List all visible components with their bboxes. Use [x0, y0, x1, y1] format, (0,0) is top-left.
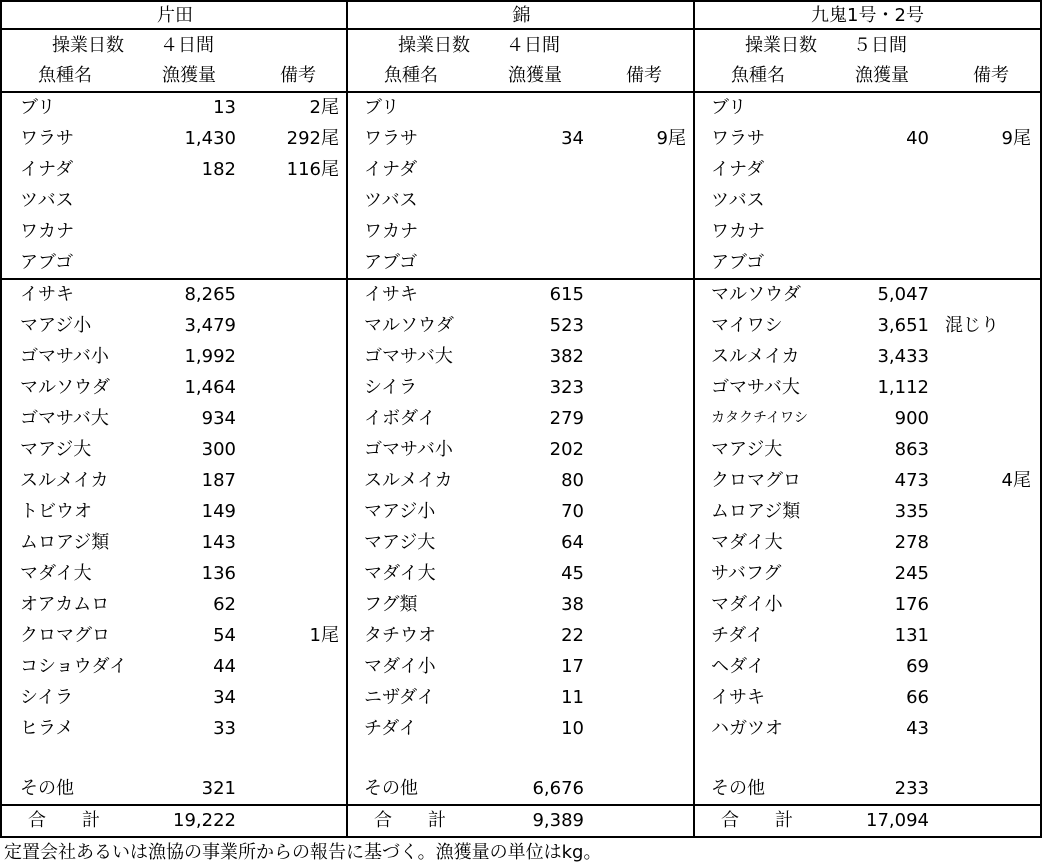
species-name: シイラ: [20, 687, 74, 708]
species-name: スルメイカ: [711, 346, 800, 367]
species-row: [2, 372, 348, 403]
column-header-row: [348, 60, 695, 91]
species-row: [348, 620, 695, 651]
species-row: [2, 682, 348, 713]
species-row: [695, 620, 1040, 651]
catch-amount: 54: [213, 625, 236, 646]
catch-amount: 149: [201, 501, 236, 522]
total-amount: 19,222: [173, 810, 236, 831]
species-row: [2, 558, 348, 589]
species-name: サバフグ: [711, 563, 782, 584]
species-name: イサキ: [364, 284, 418, 305]
catch-amount: 34: [213, 687, 236, 708]
catch-amount: 473: [894, 470, 929, 491]
species-row: [2, 310, 348, 341]
species-name: シイラ: [364, 377, 418, 398]
catch-amount: 323: [549, 377, 584, 398]
species-name: ツバス: [20, 190, 74, 211]
species-name: イボダイ: [364, 408, 436, 429]
species-row: [348, 527, 695, 558]
species-row: [348, 558, 695, 589]
catch-amount: 66: [906, 687, 929, 708]
species-name: ニザダイ: [364, 687, 435, 708]
col-header-qty: 漁獲量: [508, 65, 562, 86]
operation-days-row: [348, 30, 695, 61]
catch-amount: 278: [894, 532, 929, 553]
species-name: ワラサ: [20, 128, 74, 149]
catch-amount: 1,430: [184, 128, 236, 149]
species-name: ツバス: [364, 190, 418, 211]
catch-amount: 900: [894, 408, 929, 429]
catch-amount: 300: [201, 439, 236, 460]
col-header-name: 魚種名: [384, 65, 438, 86]
species-name: ゴマサバ小: [20, 346, 109, 367]
column-header-row: [2, 60, 348, 91]
species-name: ワラサ: [364, 128, 418, 149]
catch-amount: 934: [201, 408, 236, 429]
catch-amount: 33: [213, 718, 236, 739]
section-2: [346, 0, 695, 838]
catch-amount: 187: [201, 470, 236, 491]
species-row: [348, 216, 695, 247]
remark: 混じり: [945, 315, 999, 336]
species-name: トビウオ: [20, 501, 92, 522]
species-row: [348, 651, 695, 682]
species-name: ツバス: [711, 190, 765, 211]
species-name: マアジ大: [711, 439, 783, 460]
species-name: マダイ大: [711, 532, 783, 553]
catch-amount: 38: [561, 594, 584, 615]
col-header-note: 備考: [973, 65, 1009, 86]
catch-amount: 6,676: [532, 778, 584, 799]
days-label: 操業日数: [398, 35, 470, 56]
species-name: マルソウダ: [711, 284, 801, 305]
species-row: [348, 403, 695, 434]
species-name: スルメイカ: [364, 470, 453, 491]
species-name: タチウオ: [364, 625, 436, 646]
catch-amount: 523: [549, 315, 584, 336]
footnote: 定置会社あるいは漁協の事業所からの報告に基づく。漁獲量の単位はkg。: [4, 842, 602, 863]
species-name: アブゴ: [364, 252, 418, 273]
species-name: ブリ: [20, 97, 56, 118]
catch-amount: 62: [213, 594, 236, 615]
species-name: その他: [711, 778, 765, 799]
catch-amount: 80: [561, 470, 584, 491]
species-row: [348, 713, 695, 744]
days-label: 操業日数: [745, 35, 817, 56]
operation-days-row: [2, 30, 348, 61]
catch-amount: 202: [549, 439, 584, 460]
species-name: イナダ: [364, 159, 418, 180]
total-label: 合 計: [28, 810, 100, 831]
col-header-name: 魚種名: [38, 65, 92, 86]
species-row: [348, 682, 695, 713]
catch-amount: 136: [201, 563, 236, 584]
species-row: [348, 434, 695, 465]
species-name: マルソウダ: [20, 377, 110, 398]
species-row: [348, 185, 695, 216]
species-name: ハガツオ: [711, 718, 783, 739]
catch-amount: 44: [213, 656, 236, 677]
catch-amount: 3,433: [877, 346, 929, 367]
remark: 292尾: [286, 128, 339, 149]
species-name: マダイ小: [711, 594, 783, 615]
species-name: マアジ大: [20, 439, 92, 460]
species-name: その他: [364, 778, 418, 799]
species-name: マイワシ: [711, 315, 783, 336]
species-name: ムロアジ類: [711, 501, 801, 522]
days-value: ４日間: [506, 35, 560, 56]
species-row: [2, 527, 348, 558]
catch-amount: 45: [561, 563, 584, 584]
species-row: [695, 713, 1040, 744]
species-name: イナダ: [20, 159, 74, 180]
section-title: 九鬼1号・2号: [695, 0, 1040, 30]
species-row: [2, 651, 348, 682]
species-name: イナダ: [711, 159, 765, 180]
species-row: [695, 651, 1040, 682]
species-row: [348, 279, 695, 310]
catch-amount: 22: [561, 625, 584, 646]
species-row: [695, 310, 1040, 341]
species-name: チダイ: [364, 718, 417, 739]
catch-amount: 182: [201, 159, 236, 180]
species-row: [348, 341, 695, 372]
remark: 9尾: [1001, 128, 1031, 149]
species-name: イサキ: [711, 687, 765, 708]
species-name: マアジ大: [364, 532, 436, 553]
catch-amount: 335: [894, 501, 929, 522]
catch-amount: 10: [561, 718, 584, 739]
catch-amount: 40: [906, 128, 929, 149]
species-row: [695, 123, 1040, 154]
species-row: [2, 713, 348, 744]
species-row: [348, 496, 695, 527]
species-row: [2, 434, 348, 465]
species-row: [695, 216, 1040, 247]
species-name: クロマグロ: [20, 625, 110, 646]
section-title: 片田: [2, 0, 348, 30]
catch-amount: 3,651: [877, 315, 929, 336]
catch-amount: 8,265: [184, 284, 236, 305]
species-name: マダイ小: [364, 656, 436, 677]
species-row: [2, 123, 348, 154]
species-name: アブゴ: [20, 252, 74, 273]
catch-amount: 615: [549, 284, 584, 305]
catch-amount: 34: [561, 128, 584, 149]
catch-amount: 11: [561, 687, 584, 708]
total-row: [695, 805, 1040, 836]
species-row: [695, 372, 1040, 403]
catch-amount: 13: [213, 97, 236, 118]
species-name: オアカムロ: [20, 594, 110, 615]
catch-amount: 3,479: [184, 315, 236, 336]
column-header-row: [695, 60, 1040, 91]
catch-amount: 176: [894, 594, 929, 615]
catch-amount: 382: [549, 346, 584, 367]
catch-amount: 17: [561, 656, 584, 677]
species-row: [695, 589, 1040, 620]
catch-amount: 70: [561, 501, 584, 522]
species-name: マアジ小: [364, 501, 436, 522]
catch-amount: 321: [201, 778, 236, 799]
species-row: [2, 496, 348, 527]
other-row: [348, 773, 695, 804]
catch-amount: 1,112: [877, 377, 929, 398]
species-row: [348, 465, 695, 496]
species-row: [348, 247, 695, 278]
section-3: [693, 0, 1042, 838]
col-header-qty: 漁獲量: [855, 65, 909, 86]
species-name: ゴマサバ小: [364, 439, 453, 460]
total-label: 合 計: [721, 810, 793, 831]
species-row: [348, 589, 695, 620]
species-name: アブゴ: [711, 252, 765, 273]
species-name: ヒラメ: [20, 718, 74, 739]
species-row: [348, 154, 695, 185]
remark: 9尾: [656, 128, 686, 149]
species-name: イサキ: [20, 284, 74, 305]
species-name: ワカナ: [20, 221, 74, 242]
species-name: マルソウダ: [364, 315, 454, 336]
catch-amount: 5,047: [877, 284, 929, 305]
operation-days-row: [695, 30, 1040, 61]
species-row: [695, 341, 1040, 372]
remark: 1尾: [309, 625, 339, 646]
catch-amount: 245: [894, 563, 929, 584]
catch-amount: 1,992: [184, 346, 236, 367]
species-name: ワカナ: [364, 221, 418, 242]
catch-amount: 143: [201, 532, 236, 553]
other-row: [695, 773, 1040, 804]
species-name: ムロアジ類: [20, 532, 110, 553]
species-row: [2, 403, 348, 434]
species-row: [695, 527, 1040, 558]
species-name: ゴマサバ大: [364, 346, 453, 367]
catch-amount: 863: [894, 439, 929, 460]
remark: 2尾: [309, 97, 339, 118]
species-row: [695, 434, 1040, 465]
species-row: [2, 247, 348, 278]
species-name: ゴマサバ大: [711, 377, 800, 398]
catch-amount: 1,464: [184, 377, 236, 398]
species-name: チダイ: [711, 625, 764, 646]
species-row: [695, 465, 1040, 496]
species-row: [695, 247, 1040, 278]
section-1: [0, 0, 348, 838]
total-row: [2, 805, 348, 836]
catch-amount: 64: [561, 532, 584, 553]
species-name: ワラサ: [711, 128, 765, 149]
species-name: スルメイカ: [20, 470, 109, 491]
catch-amount: 131: [894, 625, 929, 646]
catch-amount: 233: [894, 778, 929, 799]
species-name: フグ類: [364, 594, 418, 615]
species-name: コショウダイ: [20, 656, 128, 677]
species-row: [348, 123, 695, 154]
total-label: 合 計: [374, 810, 446, 831]
remark: 4尾: [1001, 470, 1031, 491]
species-row: [695, 279, 1040, 310]
days-label: 操業日数: [52, 35, 124, 56]
col-header-qty: 漁獲量: [162, 65, 216, 86]
species-row: [348, 92, 695, 123]
species-name: ヘダイ: [711, 656, 765, 677]
species-row: [348, 310, 695, 341]
species-name: その他: [20, 778, 74, 799]
species-row: [695, 496, 1040, 527]
species-name: ブリ: [364, 97, 400, 118]
species-row: [2, 216, 348, 247]
species-name: ブリ: [711, 97, 747, 118]
species-row: [695, 558, 1040, 589]
species-row: [695, 403, 1040, 434]
species-row: [2, 465, 348, 496]
species-row: [695, 154, 1040, 185]
species-name: マダイ大: [364, 563, 436, 584]
species-name: カタクチイワシ: [711, 410, 809, 426]
species-row: [348, 372, 695, 403]
species-name: クロマグロ: [711, 470, 801, 491]
catch-amount: 279: [549, 408, 584, 429]
days-value: ５日間: [853, 35, 907, 56]
species-row: [695, 92, 1040, 123]
species-name: ワカナ: [711, 221, 765, 242]
catch-amount: 43: [906, 718, 929, 739]
species-row: [2, 92, 348, 123]
species-row: [695, 185, 1040, 216]
col-header-note: 備考: [280, 65, 316, 86]
species-name: マアジ小: [20, 315, 92, 336]
days-value: ４日間: [160, 35, 214, 56]
total-row: [348, 805, 695, 836]
remark: 116尾: [286, 159, 339, 180]
total-amount: 17,094: [866, 810, 929, 831]
col-header-note: 備考: [626, 65, 662, 86]
species-name: ゴマサバ大: [20, 408, 109, 429]
species-row: [2, 589, 348, 620]
catch-amount: 69: [906, 656, 929, 677]
species-row: [2, 185, 348, 216]
other-row: [2, 773, 348, 804]
species-row: [2, 279, 348, 310]
species-row: [2, 154, 348, 185]
species-row: [2, 341, 348, 372]
total-amount: 9,389: [532, 810, 584, 831]
species-row: [695, 682, 1040, 713]
species-row: [2, 620, 348, 651]
col-header-name: 魚種名: [731, 65, 785, 86]
section-title: 錦: [348, 0, 695, 30]
species-name: マダイ大: [20, 563, 92, 584]
